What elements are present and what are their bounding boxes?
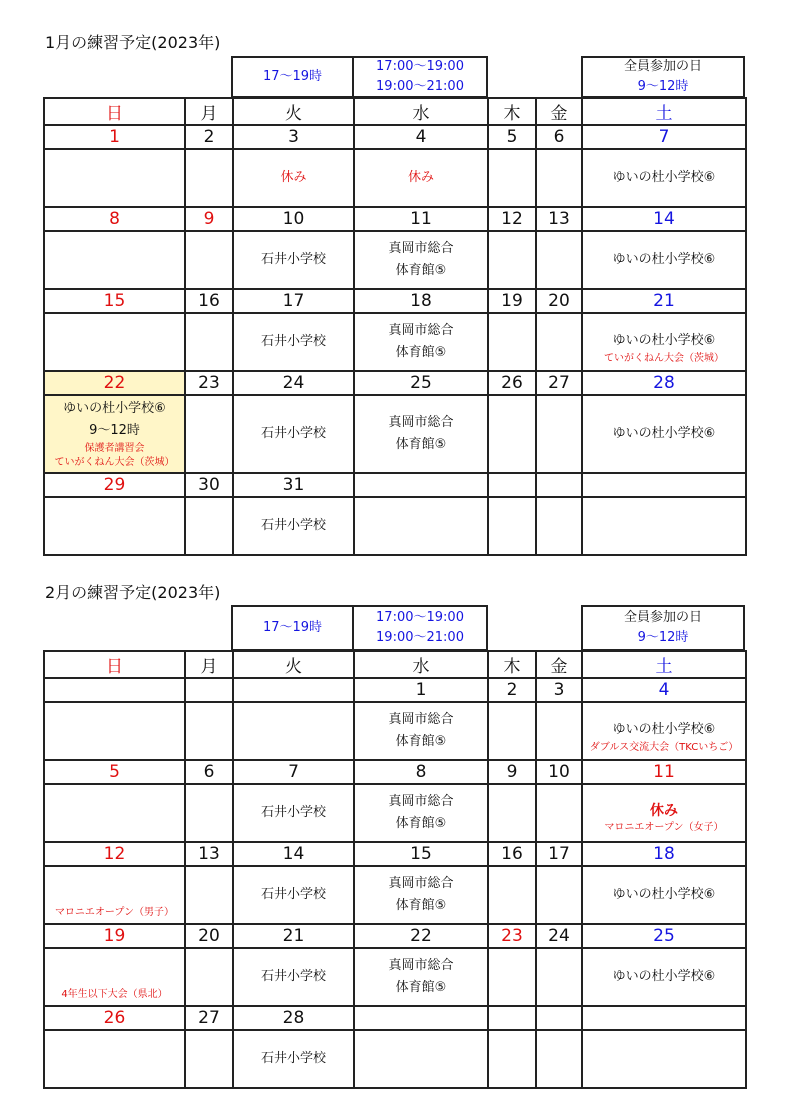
february-weekday-fri: 金 [536, 651, 582, 678]
day-number: 27 [185, 1006, 233, 1030]
january-week1-dates [44, 125, 746, 149]
february-wednesday-hours-line1: 17:00～19:00 [376, 610, 464, 625]
day-cell [354, 1030, 488, 1088]
february-weekday-tue: 火 [233, 651, 354, 678]
day-number: 23 [488, 924, 536, 948]
day-number: 27 [536, 371, 582, 395]
venue-label: ゆいの杜小学校⑥ [582, 149, 746, 207]
day-cell [354, 497, 488, 555]
venue-line: ゆいの杜小学校⑥ [63, 401, 166, 416]
day-number: 5 [488, 125, 536, 149]
empty-day [488, 473, 536, 497]
day-number: 16 [185, 289, 233, 313]
day-number: 3 [233, 125, 354, 149]
venue-cell [354, 702, 488, 760]
venue-label: 石井小学校 [233, 497, 354, 555]
day-cell [582, 1030, 746, 1088]
day-number: 29 [44, 473, 185, 497]
day-number: 30 [185, 473, 233, 497]
february-week5-events [44, 1030, 746, 1088]
day-number: 28 [233, 1006, 354, 1030]
venue-label: ゆいの杜小学校⑥ [582, 395, 746, 473]
january-weekday-mon: 月 [185, 98, 233, 125]
empty-day [233, 678, 354, 702]
venue-label: ゆいの杜小学校⑥ [582, 231, 746, 289]
day-cell [233, 702, 354, 760]
venue-line1: 真岡市総合 [388, 323, 454, 338]
closed-label: 休み [233, 149, 354, 207]
day-number: 7 [582, 125, 746, 149]
venue-cell [354, 948, 488, 1006]
day-number: 10 [233, 207, 354, 231]
day-cell [44, 231, 185, 289]
day-number: 23 [185, 371, 233, 395]
day-cell [536, 395, 582, 473]
january-title: 1月の練習予定(2023年) [45, 33, 221, 52]
empty-day [536, 1006, 582, 1030]
january-week3-dates [44, 289, 746, 313]
day-number: 11 [582, 760, 746, 784]
day-cell [582, 497, 746, 555]
day-cell [44, 702, 185, 760]
day-cell [185, 313, 233, 371]
empty-day [354, 1006, 488, 1030]
day-number: 20 [185, 924, 233, 948]
closed-label: 休み [354, 149, 488, 207]
venue-cell [582, 313, 746, 371]
day-number: 9 [185, 207, 233, 231]
day-cell [185, 395, 233, 473]
february-calendar [43, 650, 747, 1089]
day-number: 2 [185, 125, 233, 149]
february-saturday-hours-text: 9～12時 [637, 630, 689, 645]
day-cell [536, 497, 582, 555]
day-number: 11 [354, 207, 488, 231]
january-week5-dates [44, 473, 746, 497]
day-number: 4 [354, 125, 488, 149]
february-title: 2月の練習予定(2023年) [45, 583, 221, 602]
january-weekday-fri: 金 [536, 98, 582, 125]
day-cell [44, 866, 185, 924]
day-cell [185, 784, 233, 842]
venue-line1: 真岡市総合 [388, 241, 454, 256]
day-cell [185, 866, 233, 924]
venue-label: 石井小学校 [233, 784, 354, 842]
day-cell [536, 784, 582, 842]
day-number: 12 [488, 207, 536, 231]
day-cell [44, 497, 185, 555]
february-week5-dates [44, 1006, 746, 1030]
january-week4-dates [44, 371, 746, 395]
venue-line2: 体育館⑤ [395, 816, 447, 831]
venue-label: ゆいの杜小学校⑥ [582, 866, 746, 924]
venue-label: 石井小学校 [233, 313, 354, 371]
day-number: 12 [44, 842, 185, 866]
day-cell [536, 231, 582, 289]
february-week4-events [44, 948, 746, 1006]
day-number: 13 [185, 842, 233, 866]
february-weekday-thu: 木 [488, 651, 536, 678]
day-cell [185, 702, 233, 760]
venue-line2: 体育館⑤ [395, 345, 447, 360]
february-week4-dates [44, 924, 746, 948]
time-line: 9～12時 [89, 423, 140, 438]
venue-cell [354, 395, 488, 473]
day-number: 25 [582, 924, 746, 948]
venue-line1: 真岡市総合 [388, 876, 454, 891]
february-week1-dates [44, 678, 746, 702]
venue-cell [354, 866, 488, 924]
day-number: 13 [536, 207, 582, 231]
venue-label: 石井小学校 [233, 395, 354, 473]
day-number: 3 [536, 678, 582, 702]
january-weekday-tue: 火 [233, 98, 354, 125]
february-week3-events [44, 866, 746, 924]
january-weekday-sat: 土 [582, 98, 746, 125]
empty-day [582, 1006, 746, 1030]
day-number: 2 [488, 678, 536, 702]
closed-label: 休み [650, 803, 678, 819]
january-wednesday-hours [352, 56, 488, 98]
day-cell [536, 948, 582, 1006]
day-number: 15 [44, 289, 185, 313]
day-number: 20 [536, 289, 582, 313]
venue-line2: 体育館⑤ [395, 734, 447, 749]
day-cell [488, 149, 536, 207]
day-number: 9 [488, 760, 536, 784]
february-week1-events [44, 702, 746, 760]
event-note: マロニエオープン（女子） [604, 822, 724, 833]
venue-line1: 真岡市総合 [388, 712, 454, 727]
empty-day [354, 473, 488, 497]
january-wednesday-hours-line1: 17:00～19:00 [376, 59, 464, 74]
january-weekday-wed: 水 [354, 98, 488, 125]
day-number: 8 [44, 207, 185, 231]
day-number: 26 [488, 371, 536, 395]
day-number: 28 [582, 371, 746, 395]
february-week3-dates [44, 842, 746, 866]
venue-cell [354, 784, 488, 842]
february-tuesday-hours-text: 17～19時 [262, 620, 323, 635]
day-number-highlighted: 22 [44, 371, 185, 395]
february-saturday-hours [581, 605, 745, 651]
january-weekday-thu: 木 [488, 98, 536, 125]
day-number: 19 [44, 924, 185, 948]
day-cell [185, 149, 233, 207]
january-saturday-hours [581, 56, 745, 98]
day-cell [44, 313, 185, 371]
day-number: 6 [536, 125, 582, 149]
january-week2-dates [44, 207, 746, 231]
january-week3-events [44, 313, 746, 371]
event-note: 保護者講習会 [84, 443, 145, 454]
day-cell [44, 1030, 185, 1088]
january-weekday-header-row [44, 98, 746, 125]
january-week1-events [44, 149, 746, 207]
empty-day [44, 678, 185, 702]
january-week4-events [44, 395, 746, 473]
day-cell [185, 948, 233, 1006]
february-tuesday-hours [231, 605, 354, 651]
february-weekday-mon: 月 [185, 651, 233, 678]
event-note: マロニエオープン（男子） [54, 907, 175, 918]
day-cell [536, 149, 582, 207]
day-cell [536, 702, 582, 760]
day-cell [536, 313, 582, 371]
closed-cell [582, 784, 746, 842]
venue-cell [354, 313, 488, 371]
venue-line2: 体育館⑤ [395, 980, 447, 995]
february-weekday-sat: 土 [582, 651, 746, 678]
day-number: 1 [354, 678, 488, 702]
day-cell [185, 1030, 233, 1088]
day-number: 17 [233, 289, 354, 313]
venue-line2: 体育館⑤ [395, 437, 447, 452]
highlighted-day-cell [44, 395, 185, 473]
venue-line2: 体育館⑤ [395, 898, 447, 913]
january-tuesday-hours [231, 56, 354, 98]
venue-cell [354, 231, 488, 289]
event-note: 4年生以下大会（県北） [61, 989, 168, 1000]
empty-day [536, 473, 582, 497]
day-number: 14 [233, 842, 354, 866]
january-saturday-hours-text: 9～12時 [637, 79, 689, 94]
february-saturday-all-members-label: 全員参加の日 [623, 610, 702, 625]
day-cell [488, 702, 536, 760]
january-wednesday-hours-line2: 19:00～21:00 [376, 79, 464, 94]
day-number: 8 [354, 760, 488, 784]
venue-label: 石井小学校 [233, 1030, 354, 1088]
day-cell [536, 1030, 582, 1088]
venue-label: 石井小学校 [233, 866, 354, 924]
event-note: ていがくねん大会（茨城） [604, 353, 724, 364]
event-note: ていがくねん大会（茨城） [54, 457, 175, 468]
event-note: ダブルス交流大会（TKCいちご） [589, 742, 739, 753]
january-week2-events [44, 231, 746, 289]
day-cell [185, 497, 233, 555]
day-cell [536, 866, 582, 924]
day-number: 1 [44, 125, 185, 149]
day-cell [44, 149, 185, 207]
january-saturday-all-members-label: 全員参加の日 [623, 59, 702, 74]
day-cell [488, 395, 536, 473]
venue-line: ゆいの杜小学校⑥ [612, 333, 716, 348]
day-cell [488, 313, 536, 371]
day-number: 25 [354, 371, 488, 395]
day-number: 31 [233, 473, 354, 497]
empty-day [185, 678, 233, 702]
day-cell [488, 948, 536, 1006]
day-cell [488, 1030, 536, 1088]
empty-day [582, 473, 746, 497]
venue-label: ゆいの杜小学校⑥ [582, 948, 746, 1006]
day-number: 5 [44, 760, 185, 784]
day-cell [488, 497, 536, 555]
day-number: 18 [354, 289, 488, 313]
day-number: 24 [233, 371, 354, 395]
venue-label: 石井小学校 [233, 948, 354, 1006]
venue-line1: 真岡市総合 [388, 415, 454, 430]
february-weekday-wed: 水 [354, 651, 488, 678]
day-number: 15 [354, 842, 488, 866]
february-week2-dates [44, 760, 746, 784]
venue-line1: 真岡市総合 [388, 958, 454, 973]
january-tuesday-hours-text: 17～19時 [262, 69, 323, 84]
january-week5-events [44, 497, 746, 555]
day-number: 6 [185, 760, 233, 784]
day-number: 21 [582, 289, 746, 313]
venue-line1: 真岡市総合 [388, 794, 454, 809]
day-number: 7 [233, 760, 354, 784]
february-week2-events [44, 784, 746, 842]
day-number: 16 [488, 842, 536, 866]
january-weekday-sun: 日 [44, 98, 185, 125]
day-cell [488, 866, 536, 924]
day-cell [44, 784, 185, 842]
february-weekday-header-row [44, 651, 746, 678]
day-number: 14 [582, 207, 746, 231]
venue-label: 石井小学校 [233, 231, 354, 289]
venue-line: ゆいの杜小学校⑥ [612, 722, 716, 737]
day-number: 18 [582, 842, 746, 866]
empty-day [488, 1006, 536, 1030]
venue-cell [582, 702, 746, 760]
day-number: 26 [44, 1006, 185, 1030]
day-number: 10 [536, 760, 582, 784]
day-cell [488, 231, 536, 289]
day-number: 21 [233, 924, 354, 948]
february-wednesday-hours-line2: 19:00～21:00 [376, 630, 464, 645]
venue-line2: 体育館⑤ [395, 263, 447, 278]
day-cell [44, 948, 185, 1006]
january-calendar [43, 97, 747, 556]
day-cell [185, 231, 233, 289]
day-cell [488, 784, 536, 842]
day-number: 22 [354, 924, 488, 948]
day-number: 17 [536, 842, 582, 866]
day-number: 19 [488, 289, 536, 313]
february-wednesday-hours [352, 605, 488, 651]
february-weekday-sun: 日 [44, 651, 185, 678]
day-number: 4 [582, 678, 746, 702]
day-number: 24 [536, 924, 582, 948]
